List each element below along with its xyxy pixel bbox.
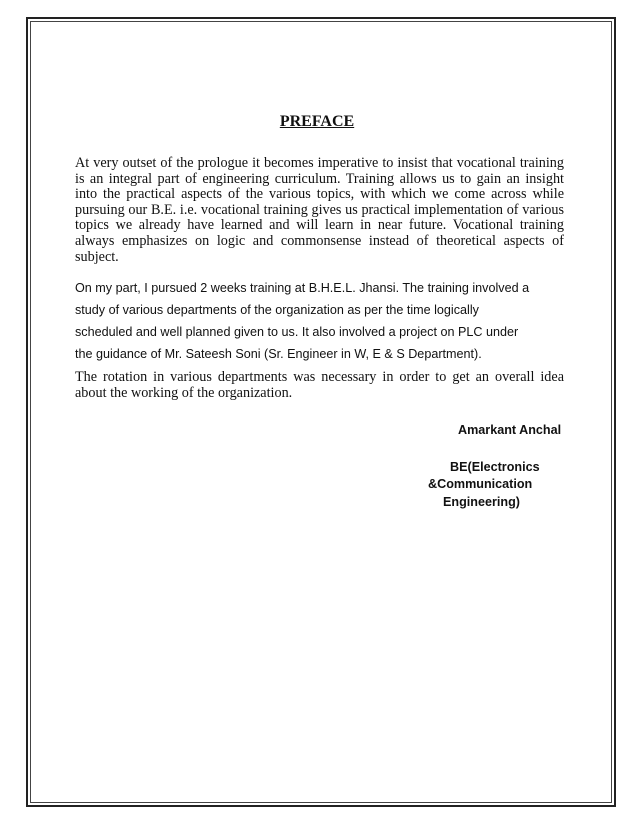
preface-paragraph-1: At very outset of the prologue it becomes imperative to insist that vocational training is an integral part of engineering curriculum. Training allows us to gain an insight into the practical aspects of the various topics, with which we come across while pursuing our B.E. i.e. vocational training gives us practical implementation of various topics we already have learned and will learn in near future. Vocational training always emphasizes on logic and commonsense instead of theoretical aspects of subject. [75, 155, 564, 265]
paragraph-2-line-3: scheduled and well planned given to us. It also involved a project on PLC under [75, 325, 519, 339]
preface-paragraph-3: The rotation in various departments was necessary in order to get an overall idea about the working of the organization. [75, 369, 564, 401]
signature-degree-line-3: Engineering) [443, 495, 520, 509]
title-text: PREFACE [279, 113, 355, 130]
paragraph-2-line-2: study of various departments of the organization as per the time logically [75, 303, 479, 317]
signature-degree-line-2: &Communication [428, 477, 533, 491]
page-title [0, 113, 638, 131]
page-border-inner [30, 21, 612, 803]
preface-paragraph-2 [75, 277, 575, 365]
signature-name: Amarkant Anchal [458, 423, 562, 437]
paragraph-2-line-1: On my part, I pursued 2 weeks training at B.H.E.L. Jhansi. The training involved a [75, 281, 530, 295]
paragraph-2-line-4: the guidance of Mr. Sateesh Soni (Sr. Engineer in W, E & S Department). [75, 347, 482, 361]
signature-degree-line-1: BE(Electronics [450, 460, 540, 474]
